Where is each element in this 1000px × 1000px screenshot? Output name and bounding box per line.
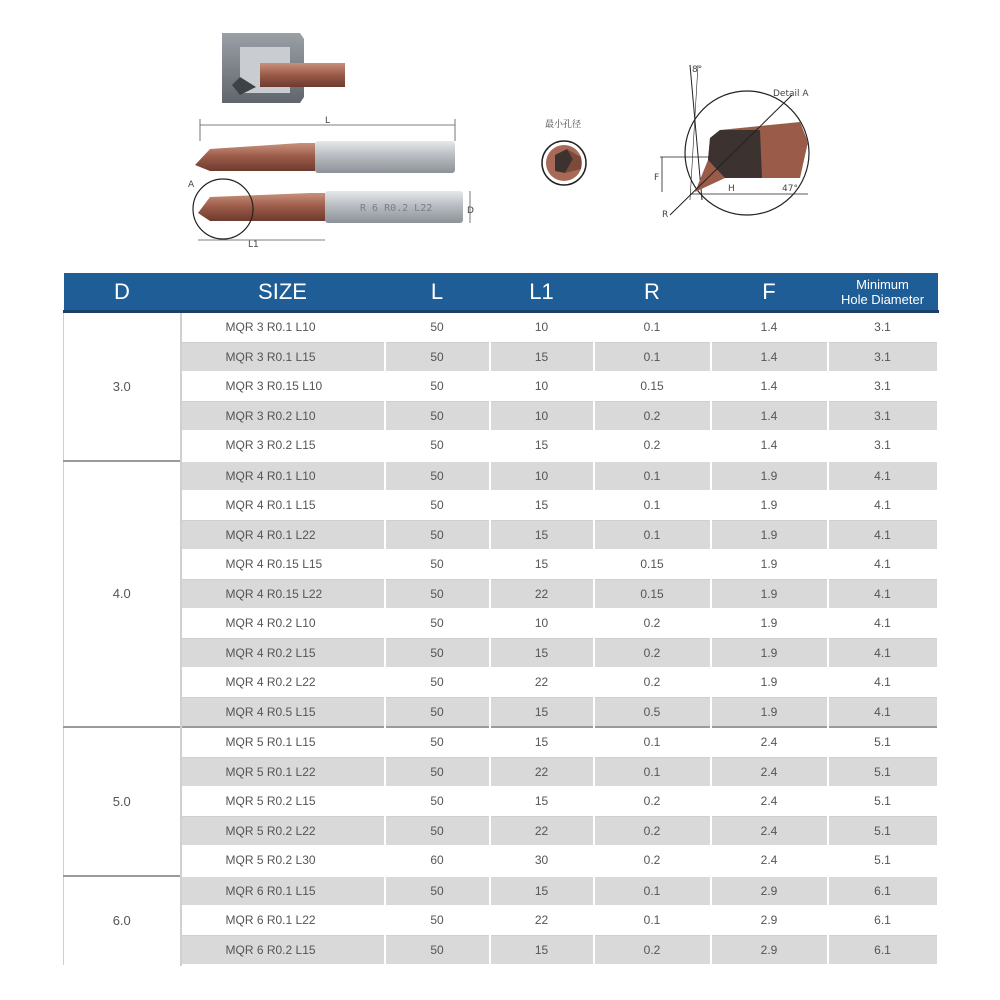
l1-cell: 22: [490, 757, 594, 787]
l1-cell: 15: [490, 935, 594, 965]
l1-cell: 22: [490, 906, 594, 936]
f-cell: 1.9: [711, 520, 828, 550]
l-cell: 50: [385, 491, 490, 521]
r-cell: 0.2: [594, 609, 711, 639]
f-cell: 1.9: [711, 609, 828, 639]
diameter-label: D: [467, 206, 474, 216]
min-hole-cell: 3.1: [828, 401, 938, 431]
length-label: L: [325, 116, 331, 126]
table-row: [64, 312, 938, 343]
d-value-cell: 4.0: [64, 461, 181, 728]
table-row: [64, 342, 938, 372]
r-cell: 0.2: [594, 668, 711, 698]
l1-cell: 15: [490, 876, 594, 906]
l-cell: 50: [385, 787, 490, 817]
table-row: [64, 876, 938, 906]
l1-cell: 22: [490, 668, 594, 698]
l-cell: 50: [385, 609, 490, 639]
min-hole-cell: 3.1: [828, 342, 938, 372]
f-cell: 1.9: [711, 579, 828, 609]
l1-cell: 15: [490, 697, 594, 727]
size-cell: MQR 3 R0.1 L10: [181, 312, 385, 343]
l-cell: 50: [385, 727, 490, 757]
r-cell: 0.1: [594, 876, 711, 906]
table-row: [64, 757, 938, 787]
size-cell: MQR 6 R0.1 L22: [181, 906, 385, 936]
r-cell: 0.2: [594, 431, 711, 461]
f-cell: 2.4: [711, 787, 828, 817]
r-cell: 0.2: [594, 638, 711, 668]
l-cell: 50: [385, 550, 490, 580]
r-cell: 0.2: [594, 787, 711, 817]
min-hole-cell: 4.1: [828, 520, 938, 550]
table-row: [64, 697, 938, 727]
r-cell: 0.1: [594, 342, 711, 372]
table-row: [64, 401, 938, 431]
l1-cell: 15: [490, 520, 594, 550]
l1-cell: 15: [490, 727, 594, 757]
f-cell: 1.9: [711, 461, 828, 491]
f-cell: 1.4: [711, 401, 828, 431]
l-cell: 50: [385, 668, 490, 698]
d-value-cell: 6.0: [64, 876, 181, 966]
table-row: [64, 935, 938, 965]
table-row: [64, 579, 938, 609]
header-f: F: [711, 273, 828, 312]
r-cell: 0.2: [594, 846, 711, 876]
d-value-cell: 5.0: [64, 727, 181, 876]
size-cell: MQR 4 R0.2 L22: [181, 668, 385, 698]
size-cell: MQR 4 R0.5 L15: [181, 697, 385, 727]
table-header-row: [64, 273, 938, 312]
f-cell: 2.9: [711, 876, 828, 906]
min-hole-cell: 4.1: [828, 461, 938, 491]
min-hole-label: 最小孔径: [545, 120, 582, 130]
min-hole-cell: 3.1: [828, 312, 938, 343]
table-row: [64, 431, 938, 461]
l1-cell: 22: [490, 579, 594, 609]
min-hole-cell: 3.1: [828, 372, 938, 402]
min-hole-cell: 3.1: [828, 431, 938, 461]
table-row: [64, 816, 938, 846]
r-cell: 0.2: [594, 816, 711, 846]
size-cell: MQR 5 R0.2 L15: [181, 787, 385, 817]
r-cell: 0.1: [594, 461, 711, 491]
f-cell: 1.9: [711, 491, 828, 521]
l-cell: 50: [385, 876, 490, 906]
header-min-hole: [828, 273, 938, 312]
l-cell: 50: [385, 342, 490, 372]
l-cell: 50: [385, 579, 490, 609]
shank-marking: R 6 R0.2 L22: [360, 203, 433, 214]
size-cell: MQR 6 R0.1 L15: [181, 876, 385, 906]
size-cell: MQR 5 R0.1 L15: [181, 727, 385, 757]
l-cell: 50: [385, 461, 490, 491]
f-cell: 2.4: [711, 727, 828, 757]
f-cell: 1.9: [711, 550, 828, 580]
min-hole-cell: 6.1: [828, 906, 938, 936]
f-cell: 1.9: [711, 668, 828, 698]
l-cell: 50: [385, 312, 490, 343]
header-min-hole-line1: Minimum: [856, 276, 909, 292]
detail-a-label: Detail A: [773, 89, 809, 99]
header-l: L: [385, 273, 490, 312]
table-row: [64, 491, 938, 521]
f-cell: 1.9: [711, 638, 828, 668]
table-row: [64, 520, 938, 550]
l-cell: 50: [385, 431, 490, 461]
f-cell: 1.9: [711, 697, 828, 727]
min-hole-cell: 5.1: [828, 787, 938, 817]
header-d: D: [64, 273, 181, 312]
l1-cell: 10: [490, 461, 594, 491]
l1-cell: 15: [490, 550, 594, 580]
size-cell: MQR 4 R0.2 L15: [181, 638, 385, 668]
l-cell: 50: [385, 816, 490, 846]
size-cell: MQR 3 R0.2 L10: [181, 401, 385, 431]
l-cell: 50: [385, 520, 490, 550]
size-cell: MQR 4 R0.15 L15: [181, 550, 385, 580]
l1-cell: 22: [490, 816, 594, 846]
size-cell: MQR 4 R0.15 L22: [181, 579, 385, 609]
holder-cutaway: [222, 33, 345, 103]
header-l1: L1: [490, 273, 594, 312]
f-cell: 2.4: [711, 757, 828, 787]
h-label: H: [728, 184, 735, 194]
size-cell: MQR 5 R0.1 L22: [181, 757, 385, 787]
r-cell: 0.15: [594, 550, 711, 580]
end-view-drawing: [535, 115, 595, 195]
f-cell: 2.4: [711, 846, 828, 876]
r-label: R: [662, 210, 669, 220]
size-cell: MQR 5 R0.2 L30: [181, 846, 385, 876]
l1-label: L1: [248, 240, 259, 250]
tool-drawing: [180, 25, 480, 250]
table-row: [64, 550, 938, 580]
f-cell: 2.9: [711, 906, 828, 936]
header-r: R: [594, 273, 711, 312]
size-cell: MQR 4 R0.1 L15: [181, 491, 385, 521]
size-cell: MQR 3 R0.15 L10: [181, 372, 385, 402]
min-hole-cell: 4.1: [828, 697, 938, 727]
l1-cell: 15: [490, 431, 594, 461]
table-row: [64, 609, 938, 639]
min-hole-cell: 4.1: [828, 609, 938, 639]
min-hole-cell: 4.1: [828, 638, 938, 668]
table-row: [64, 906, 938, 936]
detail-circle-label: A: [188, 180, 195, 190]
l-cell: 50: [385, 757, 490, 787]
l-cell: 50: [385, 935, 490, 965]
min-hole-cell: 4.1: [828, 491, 938, 521]
angle-top-label: 8°: [692, 65, 703, 75]
l1-cell: 15: [490, 638, 594, 668]
l-cell: 50: [385, 906, 490, 936]
header-size: SIZE: [181, 273, 385, 312]
r-cell: 0.2: [594, 401, 711, 431]
r-cell: 0.15: [594, 579, 711, 609]
f-label: F: [654, 173, 660, 183]
angle-47-label: 47°: [782, 184, 798, 194]
l1-cell: 15: [490, 787, 594, 817]
l-cell: 50: [385, 401, 490, 431]
r-cell: 0.1: [594, 906, 711, 936]
size-cell: MQR 3 R0.1 L15: [181, 342, 385, 372]
min-hole-cell: 6.1: [828, 935, 938, 965]
table-row: [64, 638, 938, 668]
f-cell: 1.4: [711, 372, 828, 402]
d-value-cell: 3.0: [64, 312, 181, 461]
min-hole-cell: 5.1: [828, 846, 938, 876]
table-body: [64, 312, 938, 966]
r-cell: 0.15: [594, 372, 711, 402]
f-cell: 1.4: [711, 342, 828, 372]
f-cell: 1.4: [711, 312, 828, 343]
f-cell: 2.9: [711, 935, 828, 965]
size-cell: MQR 6 R0.2 L15: [181, 935, 385, 965]
table-row: [64, 787, 938, 817]
l1-cell: 10: [490, 372, 594, 402]
min-hole-cell: 6.1: [828, 876, 938, 906]
table-row: [64, 372, 938, 402]
r-cell: 0.2: [594, 935, 711, 965]
size-cell: MQR 4 R0.2 L10: [181, 609, 385, 639]
f-cell: 1.4: [711, 431, 828, 461]
min-hole-cell: 4.1: [828, 668, 938, 698]
l1-cell: 10: [490, 401, 594, 431]
min-hole-cell: 5.1: [828, 727, 938, 757]
l1-cell: 30: [490, 846, 594, 876]
min-hole-cell: 4.1: [828, 579, 938, 609]
l-cell: 50: [385, 372, 490, 402]
spec-table: [63, 273, 939, 966]
l1-cell: 15: [490, 342, 594, 372]
size-cell: MQR 5 R0.2 L22: [181, 816, 385, 846]
table-row: [64, 727, 938, 757]
min-hole-cell: 4.1: [828, 550, 938, 580]
min-hole-cell: 5.1: [828, 816, 938, 846]
tool-side-view: [195, 141, 455, 173]
l1-cell: 10: [490, 312, 594, 343]
f-cell: 2.4: [711, 816, 828, 846]
table-row: [64, 461, 938, 491]
l-cell: 60: [385, 846, 490, 876]
min-hole-cell: 5.1: [828, 757, 938, 787]
size-cell: MQR 3 R0.2 L15: [181, 431, 385, 461]
r-cell: 0.1: [594, 727, 711, 757]
l1-cell: 10: [490, 609, 594, 639]
l1-cell: 15: [490, 491, 594, 521]
r-cell: 0.1: [594, 520, 711, 550]
header-min-hole-line2: Hole Diameter: [840, 291, 925, 307]
r-cell: 0.1: [594, 312, 711, 343]
detail-a-drawing: [650, 60, 820, 230]
table-row: [64, 668, 938, 698]
size-cell: MQR 4 R0.1 L22: [181, 520, 385, 550]
l-cell: 50: [385, 697, 490, 727]
table-row: [64, 846, 938, 876]
r-cell: 0.1: [594, 757, 711, 787]
tool-detail-view: [188, 179, 474, 250]
r-cell: 0.1: [594, 491, 711, 521]
r-cell: 0.5: [594, 697, 711, 727]
l-cell: 50: [385, 638, 490, 668]
size-cell: MQR 4 R0.1 L10: [181, 461, 385, 491]
